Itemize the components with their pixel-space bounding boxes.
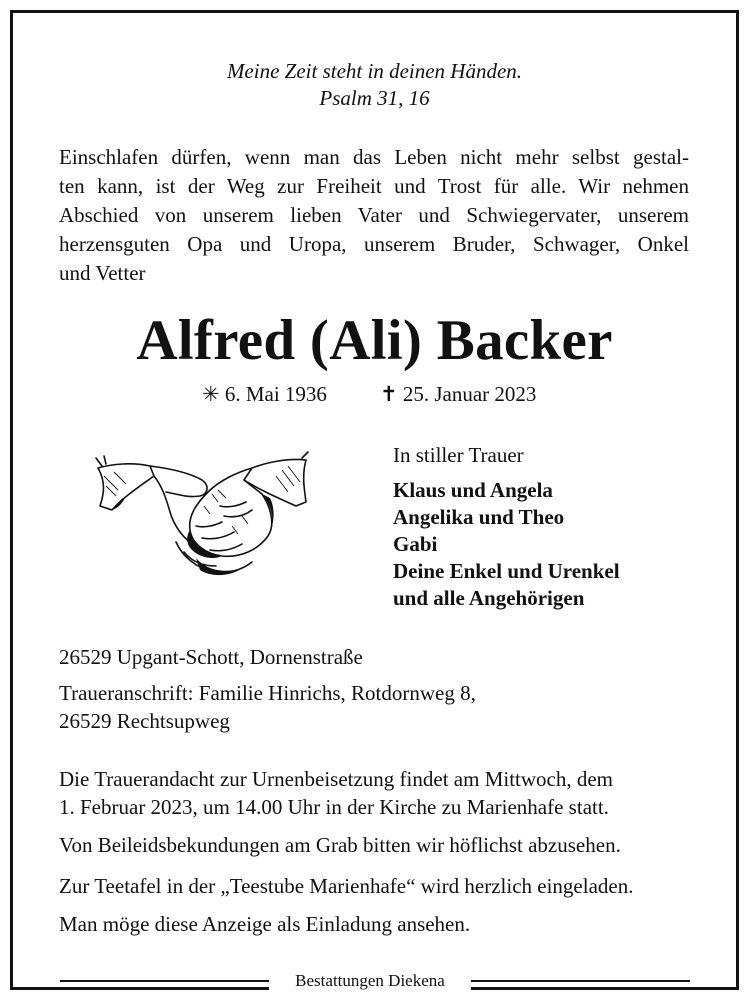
ceremony-notice-line2: 1. Februar 2023, um 14.00 Uhr in der Kirche zu Marienhafe statt. [59, 795, 609, 819]
intro-line: und Vetter [59, 261, 146, 285]
ceremony-notice-line1: Die Trauerandacht zur Urnenbeisetzung findet am Mittwoch, dem [59, 767, 614, 791]
mourner-name: und alle Angehörigen [393, 586, 585, 610]
death-date [380, 380, 536, 408]
handshake-icon [92, 446, 312, 580]
birth-date [202, 380, 327, 408]
residence-address: 26529 Upgant-Schott, Dornenstraße [59, 645, 363, 669]
motto-line: Meine Zeit steht in deinen Händen. [226, 59, 523, 83]
mourner-name: Gabi [393, 532, 438, 556]
birth-star-icon: ✳ [202, 382, 220, 406]
condolence-address-line1: Traueranschrift: Familie Hinrichs, Rotdornweg 8, [59, 681, 476, 705]
death-cross-icon: ✝ [380, 382, 398, 406]
mourners-list [393, 477, 620, 612]
mourning-heading: In stiller Trauer [393, 443, 524, 467]
intro-line: herzensguten Opa und Uropa, unserem Bruder, Schwager, Onkel [59, 232, 689, 256]
intro-paragraph [59, 143, 689, 288]
intro-line: ten kann, ist der Weg zur Freiheit und Trost für alle. Wir nehmen [59, 174, 689, 198]
mourner-name: Klaus und Angela [393, 478, 553, 502]
mourner-name: Deine Enkel und Urenkel [393, 559, 620, 583]
psalm-reference: Psalm 31, 16 [319, 86, 430, 110]
death-date-text: 25. Januar 2023 [402, 382, 537, 406]
intro-line: Einschlafen dürfen, wenn man das Leben nicht mehr selbst gestal- [59, 145, 689, 169]
condolence-address-line2: 26529 Rechtsupweg [59, 709, 230, 733]
tea-notice: Zur Teetafel in der „Teestube Marienhafe“ wird herzlich eingeladen. [59, 874, 634, 898]
deceased-name: Alfred (Ali) Backer [136, 309, 613, 372]
condolence-notice: Von Beileidsbekundungen am Grab bitten wir höflichst abzusehen. [59, 833, 621, 857]
undertaker-credit: Bestattungen Diekena [269, 970, 471, 992]
birth-date-text: 6. Mai 1936 [224, 382, 327, 406]
invitation-notice: Man möge diese Anzeige als Einladung ansehen. [59, 912, 471, 936]
intro-line: Abschied von unserem lieben Vater und Schwiegervater, unserem [59, 203, 689, 227]
mourner-name: Angelika und Theo [393, 505, 565, 529]
